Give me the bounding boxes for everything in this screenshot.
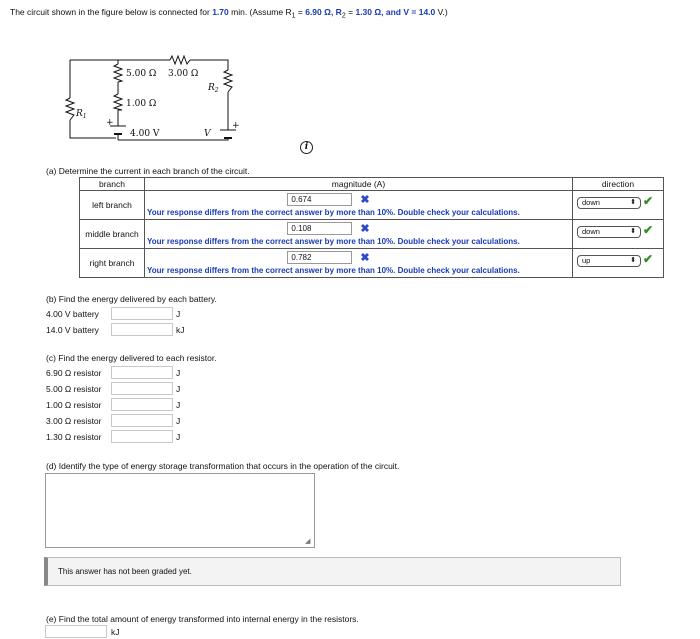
- feedback-text: Your response differs from the correct answer by more than 10%. Double check your calculations.: [147, 266, 520, 276]
- battery-label: 14.0 V battery: [46, 325, 99, 335]
- unit-label: kJ: [176, 325, 185, 335]
- direction-select[interactable]: down ⬍: [577, 197, 641, 209]
- correct-check-icon: ✔: [643, 223, 654, 237]
- label-r1: $R_1$: [76, 109, 87, 120]
- feedback-text: Your response differs from the correct answer by more than 10%. Double check your calculations.: [147, 208, 520, 218]
- resistor-label: 5.00 Ω resistor: [46, 384, 102, 394]
- current-table: [79, 177, 664, 278]
- problem-statement: The circuit shown in the figure below is connected for 1.70 min. (Assume $R_1 = 6.90$ Ω, $R_2 = 1.30$ Ω, and V = 14.0 V.): [10, 7, 448, 20]
- r1-value: 6.90: [305, 7, 322, 17]
- unit-label: J: [176, 432, 181, 442]
- label-1-ohm: 1.00 Ω: [126, 99, 157, 109]
- branch-label: right branch: [80, 249, 145, 278]
- battery-4v-energy-input[interactable]: [111, 307, 173, 320]
- branch-label: middle branch: [80, 220, 145, 249]
- resistor-label: 1.30 Ω resistor: [46, 432, 102, 442]
- part-a-question: (a) Determine the current in each branch of the circuit.: [46, 166, 250, 176]
- resistor-energy-input[interactable]: [111, 430, 173, 443]
- battery-14v-energy-input[interactable]: [111, 323, 173, 336]
- table-row: [80, 249, 664, 278]
- plus-sign-right: +: [232, 121, 240, 131]
- incorrect-x-icon: ✖: [360, 223, 370, 236]
- part-e-question: (e) Find the total amount of energy transformed into internal energy in the resistors.: [46, 614, 359, 624]
- resistor-energy-input[interactable]: [111, 366, 173, 379]
- resize-grip-icon[interactable]: ◢: [305, 538, 311, 545]
- voltage-value: 14.0: [418, 7, 436, 17]
- direction-select[interactable]: down ⬍: [577, 226, 641, 238]
- unit-label: J: [176, 368, 181, 378]
- header-magnitude: magnitude (A): [145, 178, 573, 191]
- label-v: V: [204, 129, 211, 139]
- energy-transformation-textarea[interactable]: [45, 473, 315, 548]
- total-internal-energy-input[interactable]: [45, 625, 107, 638]
- info-icon[interactable]: i: [300, 141, 313, 154]
- correct-check-icon: ✔: [643, 252, 654, 266]
- resistor-energy-input[interactable]: [111, 414, 173, 427]
- battery-label: 4.00 V battery: [46, 309, 99, 319]
- label-4-volt: 4.00 V: [130, 129, 160, 139]
- feedback-text: Your response differs from the correct answer by more than 10%. Double check your calculations.: [147, 237, 520, 247]
- select-arrows-icon: ⬍: [630, 257, 636, 264]
- magnitude-input[interactable]: 0.782: [287, 251, 352, 264]
- grading-status-box: [44, 557, 621, 586]
- header-branch: branch: [80, 178, 145, 191]
- direction-select[interactable]: up ⬍: [577, 255, 641, 267]
- circuit-diagram: [60, 48, 250, 148]
- label-r2: $R_2$: [208, 83, 219, 94]
- magnitude-input[interactable]: 0.674: [287, 193, 352, 206]
- grading-status-text: This answer has not been graded yet.: [58, 567, 192, 576]
- incorrect-x-icon: ✖: [360, 252, 370, 265]
- unit-label: J: [176, 309, 181, 319]
- label-3-ohm: 3.00 Ω: [168, 69, 199, 79]
- branch-label: left branch: [80, 191, 145, 220]
- correct-check-icon: ✔: [643, 194, 654, 208]
- resistor-label: 3.00 Ω resistor: [46, 416, 102, 426]
- unit-label: J: [176, 400, 181, 410]
- part-d-question: (d) Identify the type of energy storage transformation that occurs in the operation of the circuit.: [46, 461, 400, 471]
- select-arrows-icon: ⬍: [630, 228, 636, 235]
- resistor-energy-input[interactable]: [111, 398, 173, 411]
- part-b-question: (b) Find the energy delivered by each battery.: [46, 294, 217, 304]
- unit-label: J: [176, 416, 181, 426]
- time-value: 1.70: [212, 7, 229, 17]
- incorrect-x-icon: ✖: [360, 194, 370, 207]
- plus-sign-left: +: [106, 118, 114, 128]
- magnitude-input[interactable]: 0.108: [287, 222, 352, 235]
- resistor-label: 1.00 Ω resistor: [46, 400, 102, 410]
- resistor-energy-input[interactable]: [111, 382, 173, 395]
- unit-label: J: [176, 384, 181, 394]
- table-row: [80, 191, 664, 220]
- r2-value: 1.30: [355, 7, 372, 17]
- label-5-ohm: 5.00 Ω: [126, 69, 157, 79]
- unit-label: kJ: [111, 627, 120, 637]
- select-arrows-icon: ⬍: [630, 199, 636, 206]
- header-direction: direction: [573, 178, 664, 191]
- resistor-label: 6.90 Ω resistor: [46, 368, 102, 378]
- part-c-question: (c) Find the energy delivered to each resistor.: [46, 353, 217, 363]
- table-row: [80, 220, 664, 249]
